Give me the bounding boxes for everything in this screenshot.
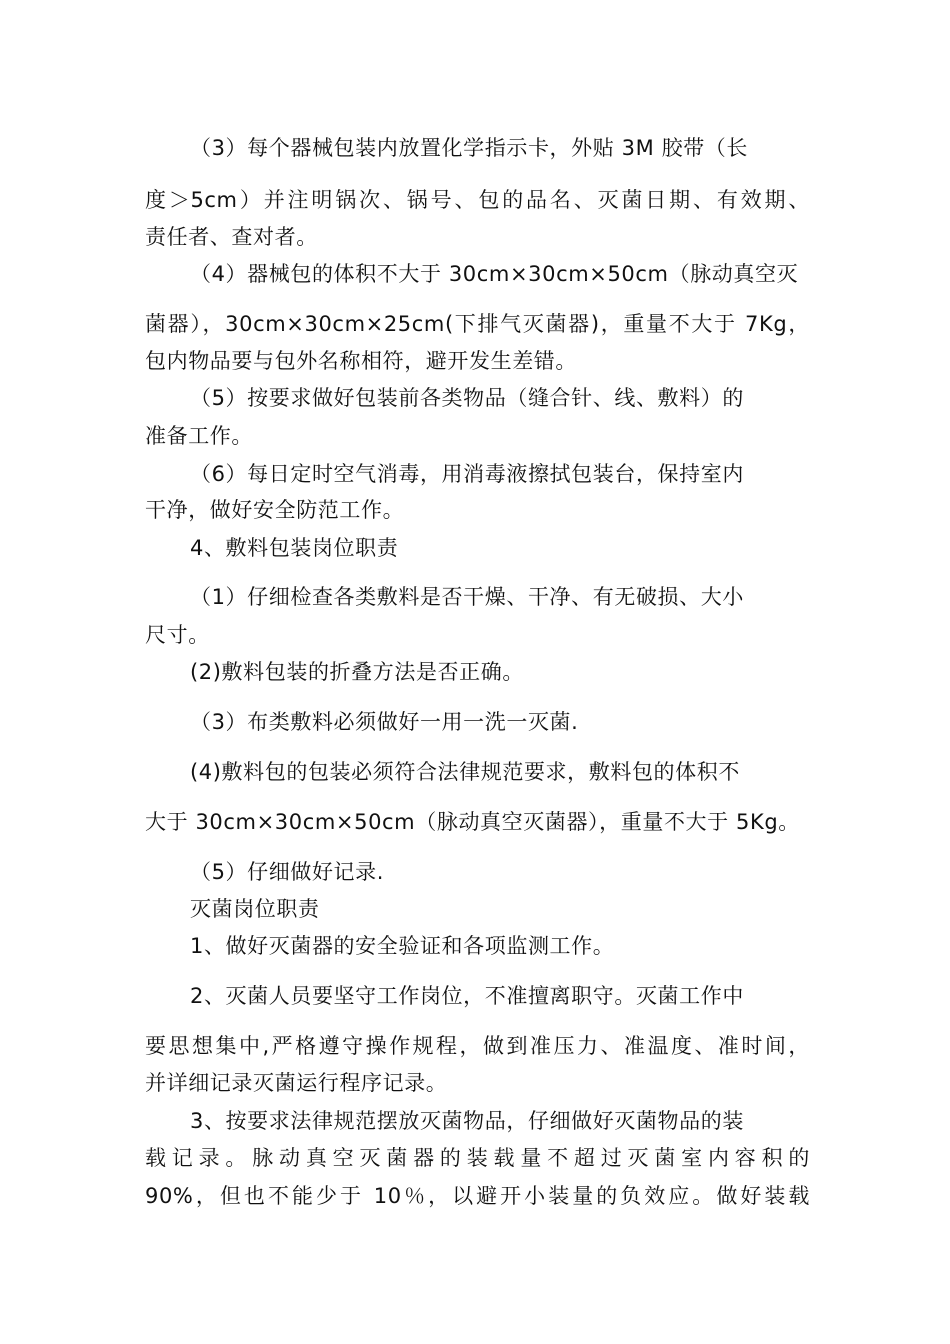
section-heading: 4、敷料包装岗位职责: [190, 536, 399, 560]
text-line: （5）仔细做好记录.: [190, 860, 385, 884]
text-line: 大于 30cm×30cm×50cm（脉动真空灭菌器），重量不大于 5Kg。: [145, 810, 800, 834]
text-line: 载记录。脉动真空灭菌器的装载量不超过灭菌室内容积的: [145, 1146, 810, 1170]
text-line: 包内物品要与包外名称相符，避开发生差错。: [145, 349, 577, 373]
text-line: （1）仔细检查各类敷料是否干燥、干净、有无破损、大小: [190, 585, 744, 609]
text-line: 尺寸。: [145, 623, 210, 647]
text-line: 90%，但也不能少于 10％，以避开小装量的负效应。做好装载: [145, 1184, 810, 1208]
text-line: 要思想集中,严格遵守操作规程，做到准压力、准温度、准时间，: [145, 1034, 810, 1058]
text-line: 责任者、查对者。: [145, 225, 318, 249]
text-line: （6）每日定时空气消毒，用消毒液擦拭包装台，保持室内: [190, 462, 744, 486]
text-line: 并详细记录灭菌运行程序记录。: [145, 1071, 448, 1095]
text-line: (4)敷料包的包装必须符合法律规范要求，敷料包的体积不: [190, 760, 740, 784]
text-line: 1、做好灭菌器的安全验证和各项监测工作。: [190, 934, 615, 958]
text-line: 2、灭菌人员要坚守工作岗位，不准擅离职守。灭菌工作中: [190, 984, 744, 1008]
text-line: 度＞5cm）并注明锅次、锅号、包的品名、灭菌日期、有效期、: [145, 188, 810, 212]
text-line: 干净，做好安全防范工作。: [145, 498, 405, 522]
section-heading: 灭菌岗位职责: [190, 897, 320, 921]
text-line: （3）布类敷料必须做好一用一洗一灭菌.: [190, 710, 579, 734]
text-line: 3、按要求法律规范摆放灭菌物品，仔细做好灭菌物品的装: [190, 1109, 744, 1133]
text-line: （4）器械包的体积不大于 30cm×30cm×50cm（脉动真空灭: [190, 262, 799, 286]
text-line: 菌器），30cm×30cm×25cm(下排气灭菌器)，重量不大于 7Kg，: [145, 312, 810, 336]
text-line: 准备工作。: [145, 424, 253, 448]
text-line: (2)敷料包装的折叠方法是否正确。: [190, 660, 524, 684]
text-line: （3）每个器械包装内放置化学指示卡，外贴 3M 胶带（长: [190, 136, 748, 160]
text-line: （5）按要求做好包装前各类物品（缝合针、线、敷料）的: [190, 386, 744, 410]
